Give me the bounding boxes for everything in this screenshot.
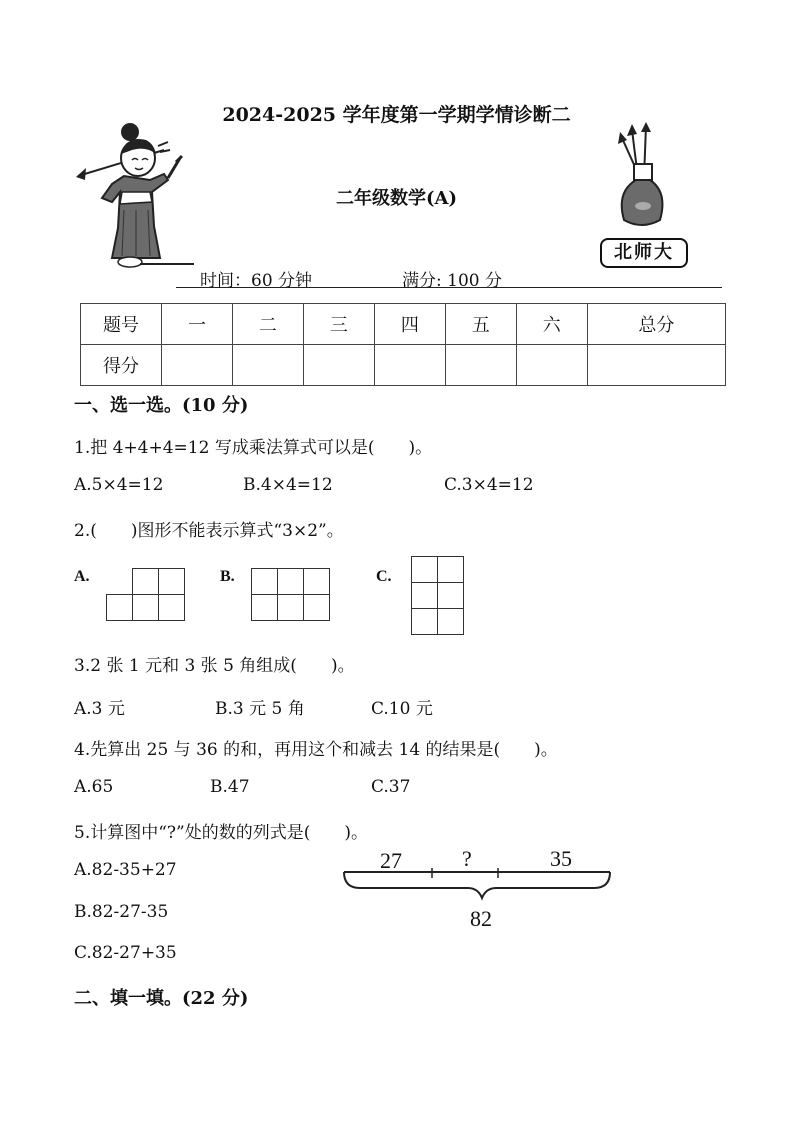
score-entry-cell[interactable] (374, 345, 445, 386)
q2-option-c-label[interactable]: C. (376, 568, 392, 585)
score-table-header-cell: 一 (162, 304, 233, 345)
q4-option-a[interactable]: A.65 (74, 777, 114, 797)
q5-diagram-left-value: 27 (380, 848, 402, 873)
logo-text: 北师大 (614, 242, 674, 263)
q2-figure-b (251, 568, 331, 622)
q4-option-b[interactable]: B.47 (210, 777, 250, 797)
q2-option-b-label[interactable]: B. (220, 568, 235, 585)
score-entry-cell[interactable] (587, 345, 725, 386)
q1-option-a[interactable]: A.5×4=12 (74, 475, 164, 495)
score-table (80, 303, 726, 386)
q3-option-c[interactable]: C.10 元 (371, 699, 433, 719)
q4-option-c[interactable]: C.37 (371, 777, 411, 797)
score-row-label: 得分 (81, 345, 162, 386)
q5-diagram-right-value: 35 (550, 846, 572, 871)
score-table-header-cell: 四 (374, 304, 445, 345)
question-4: 4.先算出 25 与 36 的和，再用这个和减去 14 的结果是( )。 (74, 740, 558, 760)
score-entry-cell[interactable] (303, 345, 374, 386)
exam-subtitle: 二年级数学(A) (336, 188, 457, 209)
publisher-logo (600, 238, 688, 268)
score-entry-cell[interactable] (162, 345, 233, 386)
section-1-title: 一、选一选。(10 分) (74, 395, 249, 416)
q5-option-a[interactable]: A.82-35+27 (74, 860, 177, 880)
score-table-header-cell: 三 (303, 304, 374, 345)
score-table-header-cell: 二 (232, 304, 303, 345)
score-entry-cell[interactable] (232, 345, 303, 386)
q3-option-a[interactable]: A.3 元 (74, 699, 125, 719)
q5-option-b[interactable]: B.82-27-35 (74, 902, 169, 922)
score-table-header-cell: 题号 (81, 304, 162, 345)
score-table-header-cell: 总分 (587, 304, 725, 345)
score-table-header-cell: 五 (445, 304, 516, 345)
q5-diagram-total: 82 (470, 906, 492, 931)
q5-diagram-unknown: ? (462, 846, 472, 871)
score-entry-cell[interactable] (445, 345, 516, 386)
question-3: 3.2 张 1 元和 3 张 5 角组成( )。 (74, 656, 355, 676)
exam-title: 2024-2025 学年度第一学期学情诊断二 (222, 104, 571, 126)
score-table-score-row (81, 345, 726, 386)
q3-option-b[interactable]: B.3 元 5 角 (215, 699, 305, 719)
score-entry-cell[interactable] (516, 345, 587, 386)
q2-option-a-label[interactable]: A. (74, 568, 90, 585)
vase-with-arrows-illustration (598, 122, 694, 242)
q2-figure-a (106, 568, 186, 622)
question-2: 2.( )图形不能表示算式“3×2”。 (74, 521, 344, 541)
score-table-header-row (81, 304, 726, 345)
section-2-title: 二、填一填。(22 分) (74, 988, 249, 1009)
q1-option-b[interactable]: B.4×4=12 (243, 475, 333, 495)
exam-full-score: 满分: 100 分 (402, 271, 503, 291)
q2-figure-c (411, 556, 467, 636)
exam-time: 时间：60 分钟 (200, 271, 313, 291)
question-5: 5.计算图中“?”处的数的列式是( )。 (74, 823, 368, 843)
score-table-header-cell: 六 (516, 304, 587, 345)
question-1: 1.把 4+4+4=12 写成乘法算式可以是( )。 (74, 438, 433, 458)
q1-option-c[interactable]: C.3×4=12 (444, 475, 534, 495)
header-divider (176, 287, 722, 288)
q5-option-c[interactable]: C.82-27+35 (74, 943, 177, 963)
